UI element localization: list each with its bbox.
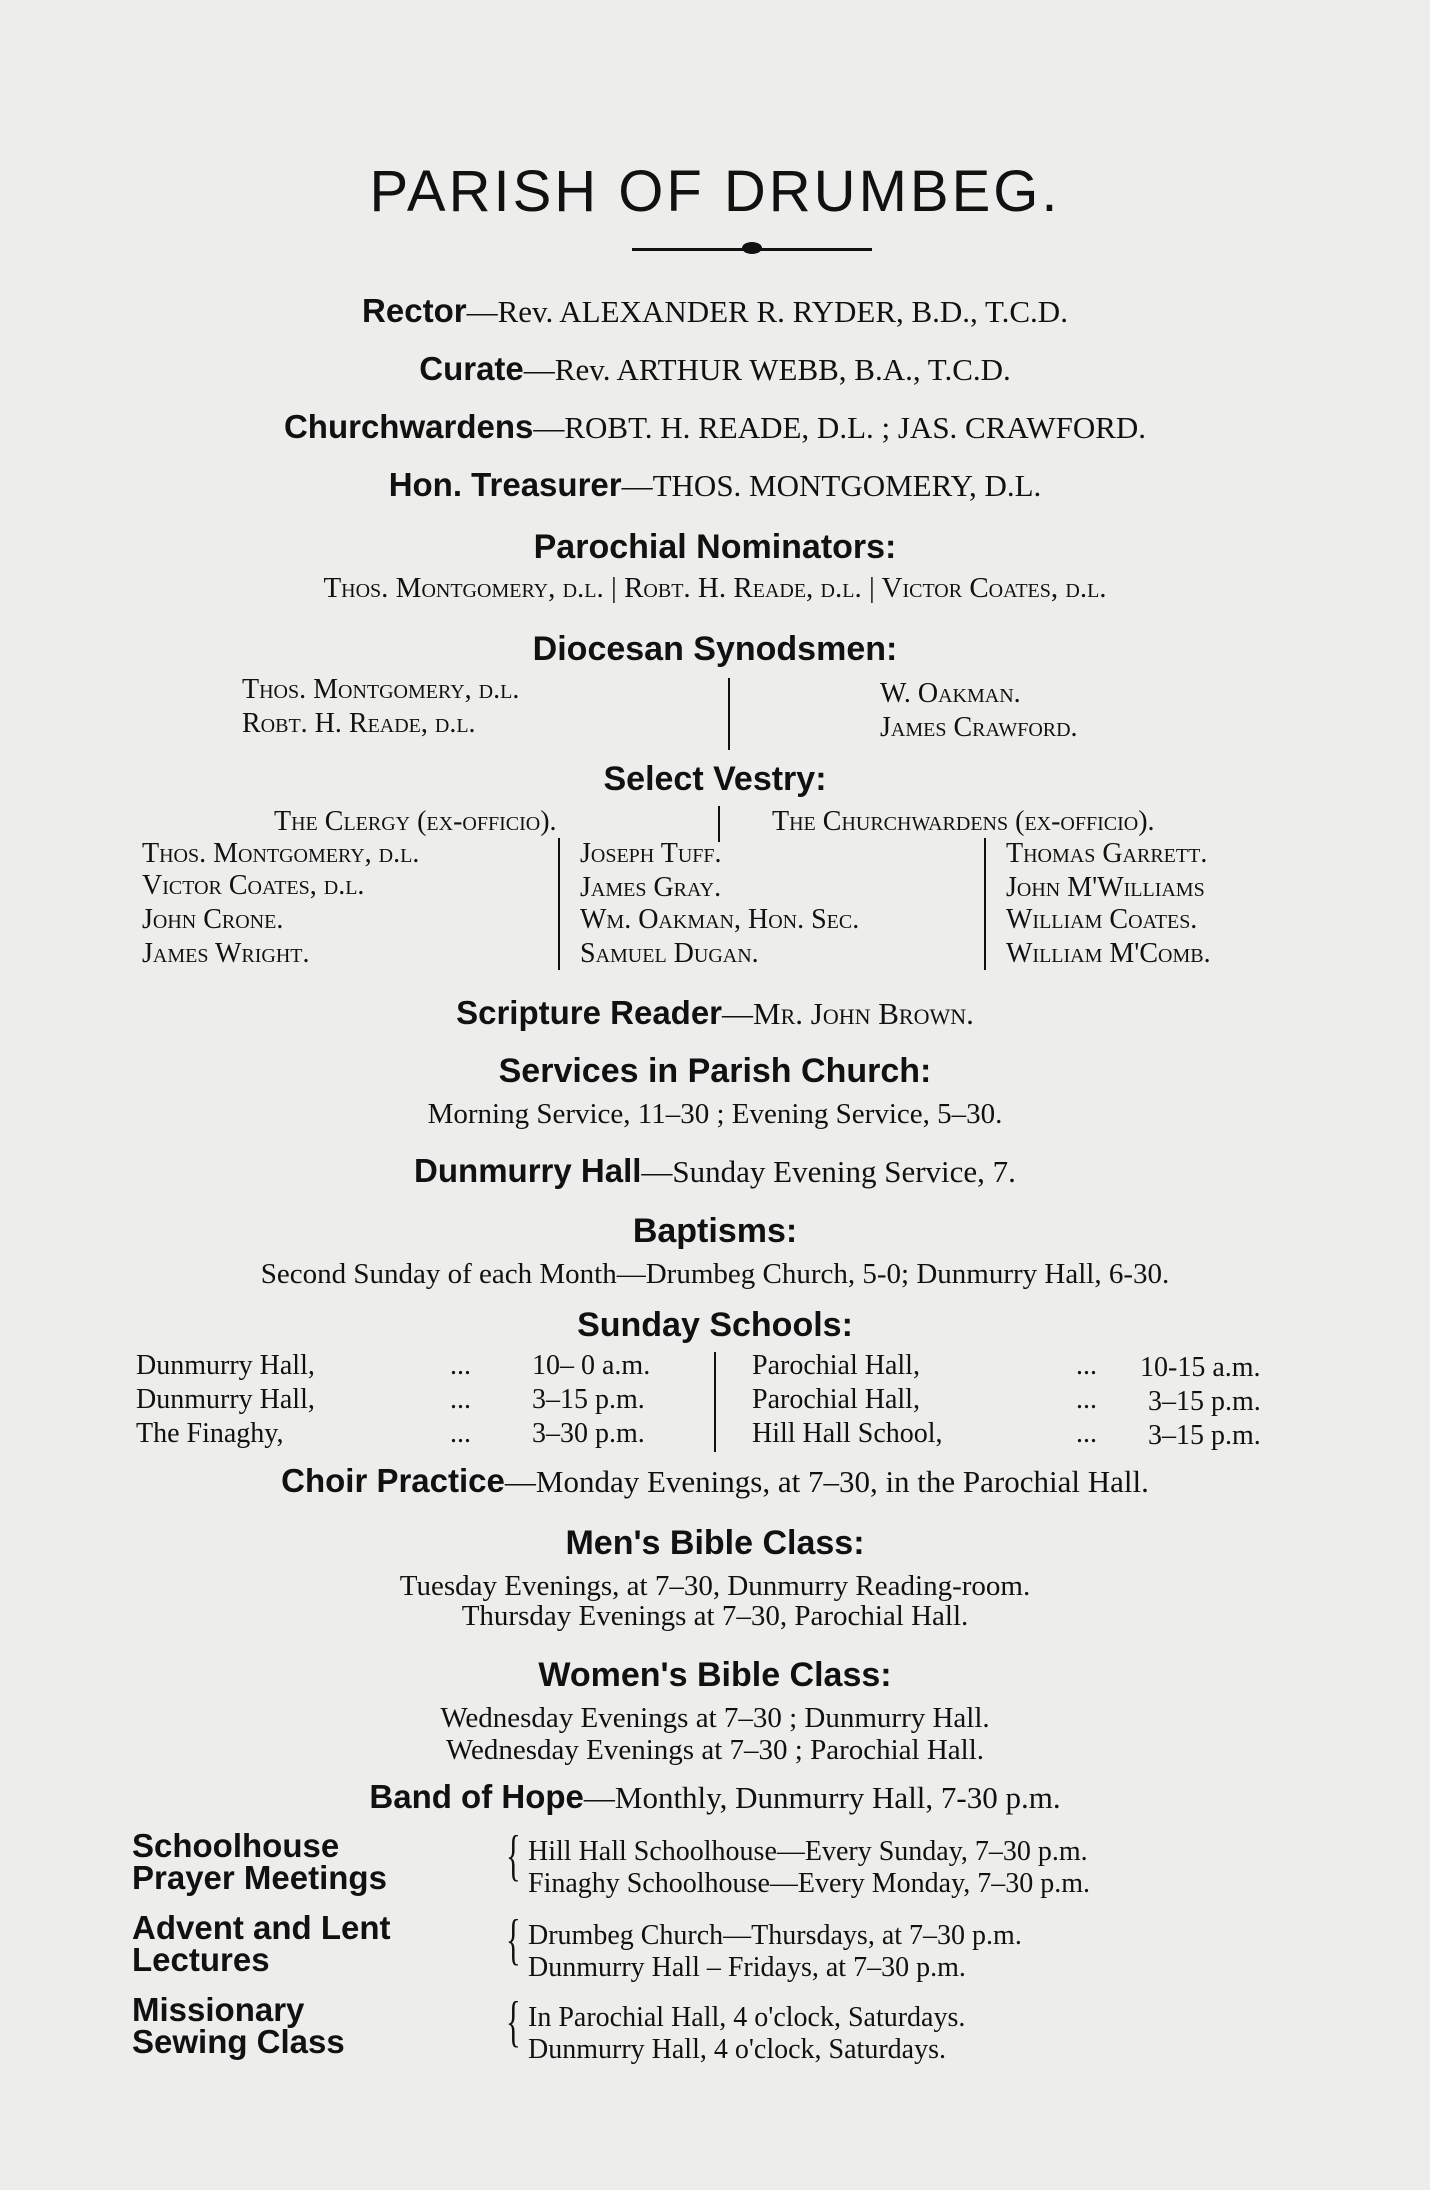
nominators-list: Thos. Montgomery, d.l. | Robt. H. Reade, d.l. | Victor Coates, d.l. [323, 572, 1107, 604]
vestry-member: William Coates. [1006, 904, 1198, 935]
vestry-heading: Select Vestry: [603, 760, 827, 798]
column-divider [984, 838, 986, 970]
band-of-hope-line: Band of Hope—Monthly, Dunmurry Hall, 7-30 p.m. [369, 1778, 1061, 1815]
label-line: Schoolhouse [132, 1827, 340, 1864]
dunmurry-hall-line: Dunmurry Hall—Sunday Evening Service, 7. [414, 1152, 1016, 1189]
school-dots: ... [450, 1384, 471, 1415]
vestry-member: Thos. Montgomery, d.l. [142, 838, 420, 869]
sunday-schools-heading: Sunday Schools: [577, 1306, 853, 1344]
label-line: Lectures [132, 1941, 270, 1978]
churchwardens-value: ROBT. H. READE, D.L. ; JAS. CRAWFORD. [564, 410, 1147, 445]
curate-label: Curate [419, 350, 524, 387]
label-line: Advent and Lent [132, 1909, 391, 1946]
choir-label: Choir Practice [281, 1462, 505, 1499]
vestry-member: James Wright. [142, 938, 310, 969]
band-of-hope-value: Monthly, Dunmurry Hall, 7-30 p.m. [614, 1780, 1061, 1815]
schedule-line: Drumbeg Church—Thursdays, at 7–30 p.m. [528, 1920, 1022, 1951]
school-time: 3–15 p.m. [1148, 1386, 1261, 1417]
nominators-heading: Parochial Nominators: [533, 528, 897, 566]
synodsman-name: James Crawford. [880, 712, 1078, 743]
title-rule-ornament [742, 242, 762, 254]
school-dots: ... [1076, 1418, 1097, 1449]
school-dots: ... [450, 1418, 471, 1449]
rector-value: Rev. ALEXANDER R. RYDER, B.D., T.C.D. [497, 294, 1068, 329]
vestry-member: William M'Comb. [1006, 938, 1211, 969]
label-line: Missionary [132, 1991, 305, 2028]
column-divider [718, 806, 720, 842]
school-place: The Finaghy, [136, 1418, 284, 1449]
school-place: Parochial Hall, [752, 1384, 920, 1415]
label-line: Prayer Meetings [132, 1859, 387, 1896]
lectures-lines [528, 1920, 1022, 1984]
lectures-label [132, 1909, 391, 1978]
school-place: Dunmurry Hall, [136, 1384, 315, 1415]
synodsman-name: Thos. Montgomery, d.l. [242, 674, 520, 705]
choir-line: Choir Practice—Monday Evenings, at 7–30, in the Parochial Hall. [281, 1462, 1149, 1499]
school-dots: ... [1076, 1350, 1097, 1381]
school-time: 3–15 p.m. [1148, 1420, 1261, 1451]
scripture-reader-line: Scripture Reader—Mr. John Brown. [456, 994, 974, 1031]
churchwardens-line: Churchwardens—ROBT. H. READE, D.L. ; JAS. CRAWFORD. [283, 408, 1147, 445]
prayer-meetings-lines [528, 1836, 1090, 1900]
school-dots: ... [1076, 1384, 1097, 1415]
column-divider [558, 838, 560, 970]
treasurer-line: Hon. Treasurer—THOS. MONTGOMERY, D.L. [388, 466, 1042, 503]
mens-class-heading: Men's Bible Class: [565, 1524, 865, 1562]
baptisms-heading: Baptisms: [632, 1212, 798, 1250]
mens-class-line: Tuesday Evenings, at 7–30, Dunmurry Reading-room. [399, 1570, 1031, 1602]
womens-class-heading: Women's Bible Class: [538, 1656, 892, 1694]
womens-class-line: Wednesday Evenings at 7–30 ; Dunmurry Hall. [440, 1702, 990, 1734]
baptisms-text: Second Sunday of each Month—Drumbeg Church, 5-0; Dunmurry Hall, 6-30. [260, 1258, 1170, 1290]
school-place: Parochial Hall, [752, 1350, 920, 1381]
scripture-reader-label: Scripture Reader [456, 994, 723, 1031]
mens-class-line: Thursday Evenings at 7–30, Parochial Hall. [461, 1600, 969, 1632]
curate-line: Curate—Rev. ARTHUR WEBB, B.A., T.C.D. [419, 350, 1011, 387]
curate-value: Rev. ARTHUR WEBB, B.A., T.C.D. [554, 352, 1011, 387]
vestry-member: Victor Coates, d.l. [142, 870, 365, 901]
vestry-clergy: The Clergy (ex-officio). [274, 806, 557, 837]
school-place: Hill Hall School, [752, 1418, 943, 1449]
vestry-member: Thomas Garrett. [1006, 838, 1208, 869]
schedule-line: Finaghy Schoolhouse—Every Monday, 7–30 p.m. [528, 1868, 1091, 1899]
vestry-member: Wm. Oakman, Hon. Sec. [580, 904, 860, 935]
band-of-hope-label: Band of Hope [369, 1778, 584, 1815]
synodsmen-heading: Diocesan Synodsmen: [532, 630, 898, 668]
womens-class-line: Wednesday Evenings at 7–30 ; Parochial Hall. [445, 1734, 985, 1766]
rector-label: Rector [362, 292, 467, 329]
nominator-name: Thos. Montgomery, d.l. [323, 572, 604, 604]
schedule-line: Dunmurry Hall – Fridays, at 7–30 p.m. [528, 1952, 966, 1983]
column-divider [714, 1352, 716, 1452]
school-place: Dunmurry Hall, [136, 1350, 315, 1381]
services-text: Morning Service, 11–30 ; Evening Service, 5–30. [427, 1098, 1003, 1130]
treasurer-label: Hon. Treasurer [388, 466, 622, 503]
services-heading: Services in Parish Church: [498, 1052, 932, 1090]
schedule-line: Dunmurry Hall, 4 o'clock, Saturdays. [528, 2034, 946, 2065]
vestry-member: John M'Williams [1006, 872, 1205, 903]
rector-line: Rector—Rev. ALEXANDER R. RYDER, B.D., T.C.D. [362, 292, 1068, 329]
vestry-churchwardens: The Churchwardens (ex-officio). [772, 806, 1155, 837]
brace-icon: { [506, 1909, 521, 1971]
dunmurry-hall-value: Sunday Evening Service, 7. [672, 1154, 1016, 1189]
column-divider [728, 678, 730, 750]
churchwardens-label: Churchwardens [283, 408, 534, 445]
label-line: Sewing Class [132, 2023, 345, 2060]
sewing-label [132, 1991, 345, 2060]
prayer-meetings-label [132, 1827, 387, 1896]
nominator-name: Robt. H. Reade, d.l. [624, 572, 862, 604]
treasurer-value: THOS. MONTGOMERY, D.L. [652, 468, 1042, 503]
school-time: 3–15 p.m. [532, 1384, 645, 1415]
page-title: PARISH OF DRUMBEG. [369, 159, 1061, 224]
sewing-lines [528, 2002, 965, 2066]
school-time: 10-15 a.m. [1140, 1352, 1261, 1383]
vestry-member: James Gray. [580, 872, 722, 903]
school-dots: ... [450, 1350, 471, 1381]
vestry-member: John Crone. [142, 904, 284, 935]
scripture-reader-value: Mr. John Brown. [753, 996, 974, 1031]
school-time: 10– 0 a.m. [532, 1350, 651, 1381]
vestry-member: Joseph Tuff. [580, 838, 722, 869]
brace-icon: { [506, 1991, 521, 2053]
dunmurry-hall-label: Dunmurry Hall [414, 1152, 642, 1189]
schedule-line: Hill Hall Schoolhouse—Every Sunday, 7–30 p.m. [528, 1836, 1088, 1867]
synodsman-name: Robt. H. Reade, d.l. [242, 708, 476, 739]
choir-value: Monday Evenings, at 7–30, in the Parochial Hall. [535, 1464, 1149, 1499]
schedule-line: In Parochial Hall, 4 o'clock, Saturdays. [528, 2002, 966, 2033]
school-time: 3–30 p.m. [532, 1418, 645, 1449]
brace-icon: { [506, 1825, 521, 1887]
synodsman-name: W. Oakman. [880, 678, 1021, 709]
nominator-name: Victor Coates, d.l. [881, 572, 1107, 604]
vestry-member: Samuel Dugan. [580, 938, 759, 969]
